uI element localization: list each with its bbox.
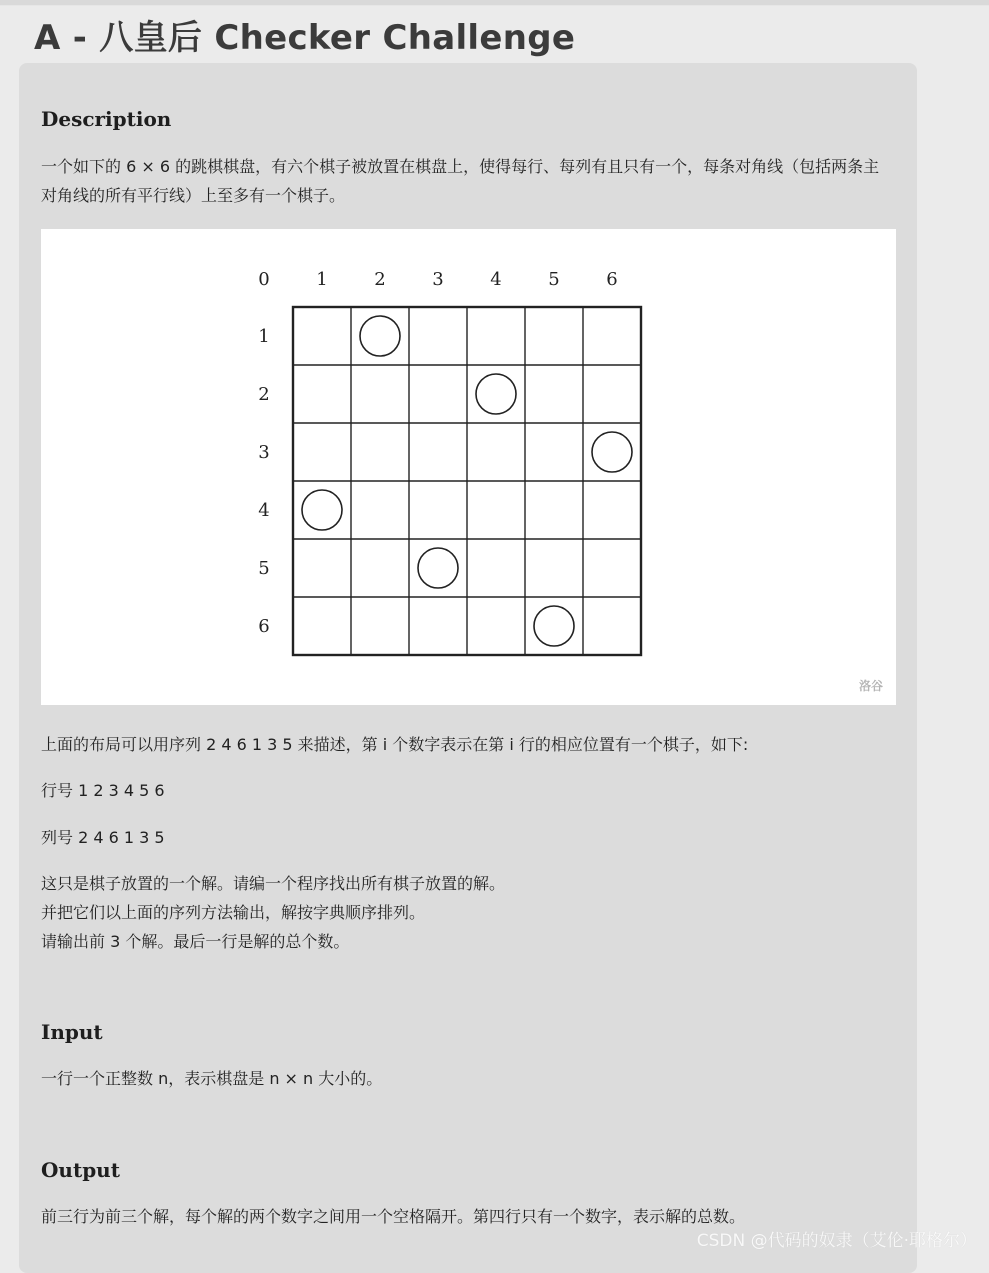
column-label: 6: [606, 269, 618, 290]
row-label: 5: [258, 558, 270, 579]
row-label: 2: [258, 384, 270, 405]
row-label: 6: [258, 616, 270, 637]
luogu-watermark: 洛谷: [858, 679, 883, 693]
note-line-1: 这只是棋子放置的一个解。请编一个程序找出所有棋子放置的解。: [41, 874, 506, 893]
queen-piece: [592, 432, 632, 472]
queen-piece: [534, 606, 574, 646]
row-label: 3: [258, 442, 270, 463]
page-title: A - 八皇后 Checker Challenge: [34, 18, 576, 58]
input-heading: Input: [41, 1020, 103, 1044]
column-label: 0: [258, 269, 270, 290]
sequence-description: 上面的布局可以用序列 2 4 6 1 3 5 来描述，第 i 个数字表示在第 i 行的相应位置有一个棋子，如下:: [41, 735, 749, 754]
input-text: 一行一个正整数 n，表示棋盘是 n × n 大小的。: [41, 1069, 383, 1088]
row-label: 1: [258, 326, 270, 347]
note-line-3: 请输出前 3 个解。最后一行是解的总个数。: [41, 932, 350, 951]
queen-piece: [418, 548, 458, 588]
output-text: 前三行为前三个解，每个解的两个数字之间用一个空格隔开。第四行只有一个数字，表示解的总数。: [41, 1207, 746, 1226]
row-label: 4: [258, 500, 270, 521]
chessboard-figure: [41, 229, 896, 705]
queen-piece: [360, 316, 400, 356]
column-label: 3: [432, 269, 444, 290]
column-label: 1: [316, 269, 328, 290]
output-heading: Output: [41, 1158, 120, 1182]
column-label: 2: [374, 269, 386, 290]
top-border: [0, 0, 989, 6]
queen-piece: [476, 374, 516, 414]
chessboard: [41, 229, 896, 705]
column-label: 4: [490, 269, 502, 290]
queen-piece: [302, 490, 342, 530]
problem-panel: [19, 63, 917, 1273]
row-number-line: 行号 1 2 3 4 5 6: [41, 781, 165, 800]
note-line-2: 并把它们以上面的序列方法输出，解按字典顺序排列。: [41, 903, 426, 922]
description-intro: 一个如下的 6 × 6 的跳棋棋盘，有六个棋子被放置在棋盘上，使得每行、每列有且只有一个，每条对角线（包括两条主对角线的所有平行线）上至多有一个棋子。: [41, 157, 880, 205]
column-number-line: 列号 2 4 6 1 3 5: [41, 828, 165, 847]
description-heading: Description: [41, 107, 172, 131]
csdn-watermark: CSDN @代码的奴隶（艾伦·耶格尔）: [696, 1231, 977, 1251]
column-label: 5: [548, 269, 560, 290]
